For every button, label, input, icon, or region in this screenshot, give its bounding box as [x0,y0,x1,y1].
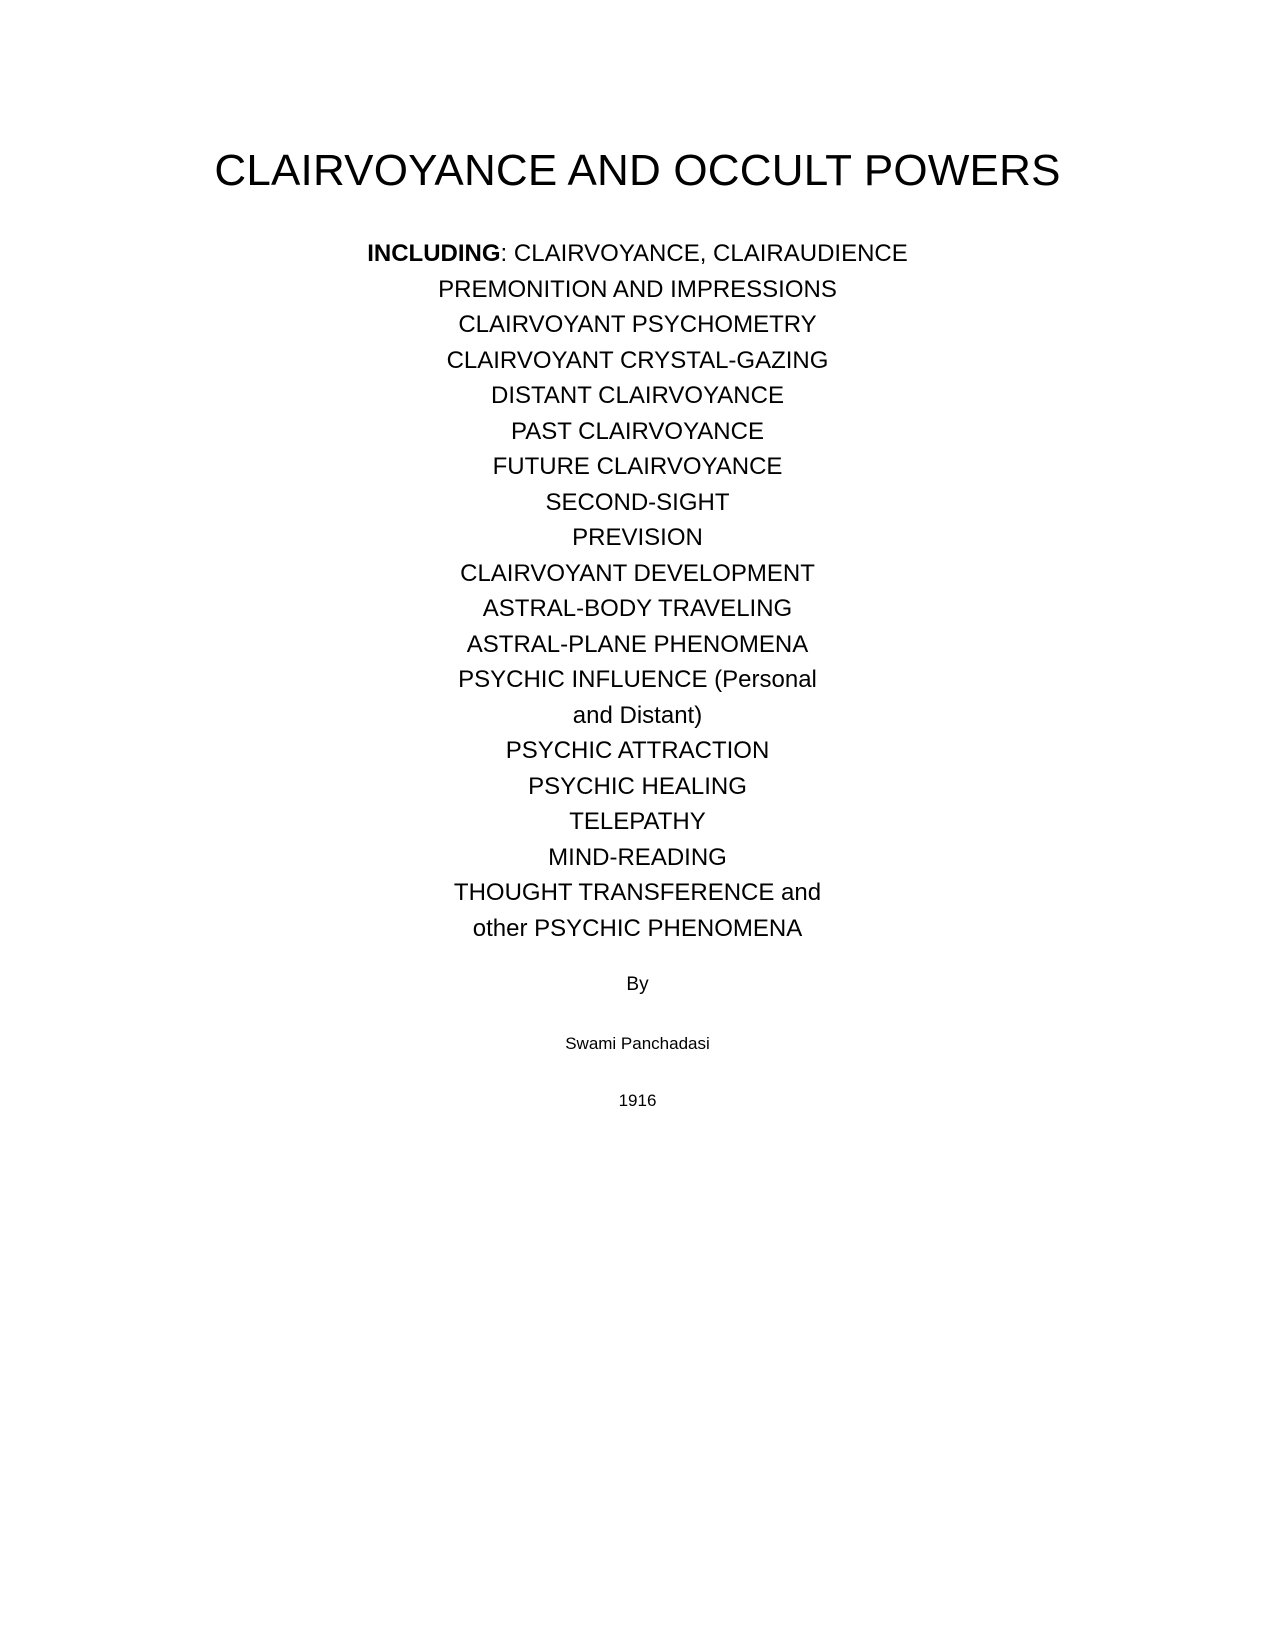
subtitle-line: ASTRAL-PLANE PHENOMENA [466,630,809,658]
subtitle-line: ASTRAL-BODY TRAVELING [482,595,793,622]
subtitle-line: PAST CLAIRVOYANCE [511,417,764,445]
subtitle-line: FUTURE CLAIRVOYANCE [492,453,783,480]
subtitle-line: THOUGHT TRANSFERENCE and [453,879,822,906]
including-label: INCLUDING [367,240,501,267]
subtitle-line-including [0,236,1275,272]
subtitle-line: and Distant) [572,701,703,729]
subtitle-line: CLAIRVOYANT CRYSTAL-GAZING [446,346,829,374]
subtitle-line: DISTANT CLAIRVOYANCE [491,382,784,409]
subtitle-line: PSYCHIC INFLUENCE (Personal [458,666,817,693]
subtitle-line: PREVISION [572,524,703,551]
subtitle-line: SECOND-SIGHT [545,488,730,516]
publication-year: 1916 [618,1091,657,1110]
page-title: CLAIRVOYANCE AND OCCULT POWERS [214,146,1061,196]
subtitle-line: PSYCHIC ATTRACTION [505,737,770,764]
author-name: Swami Panchadasi [565,1034,710,1053]
subtitle-line: PSYCHIC HEALING [528,772,747,800]
subtitle-line: MIND-READING [548,843,727,871]
subtitle-line: other PSYCHIC PHENOMENA [472,914,803,942]
subtitle-line: TELEPATHY [569,808,706,835]
by-label: By [626,974,649,995]
subtitle-list [0,236,1275,946]
byline [0,972,1275,1113]
subtitle-line: CLAIRVOYANT PSYCHOMETRY [458,311,817,338]
subtitle-line: PREMONITION AND IMPRESSIONS [438,275,837,303]
including-rest: : CLAIRVOYANCE, CLAIRAUDIENCE [500,240,908,267]
subtitle-line: CLAIRVOYANT DEVELOPMENT [460,559,815,587]
